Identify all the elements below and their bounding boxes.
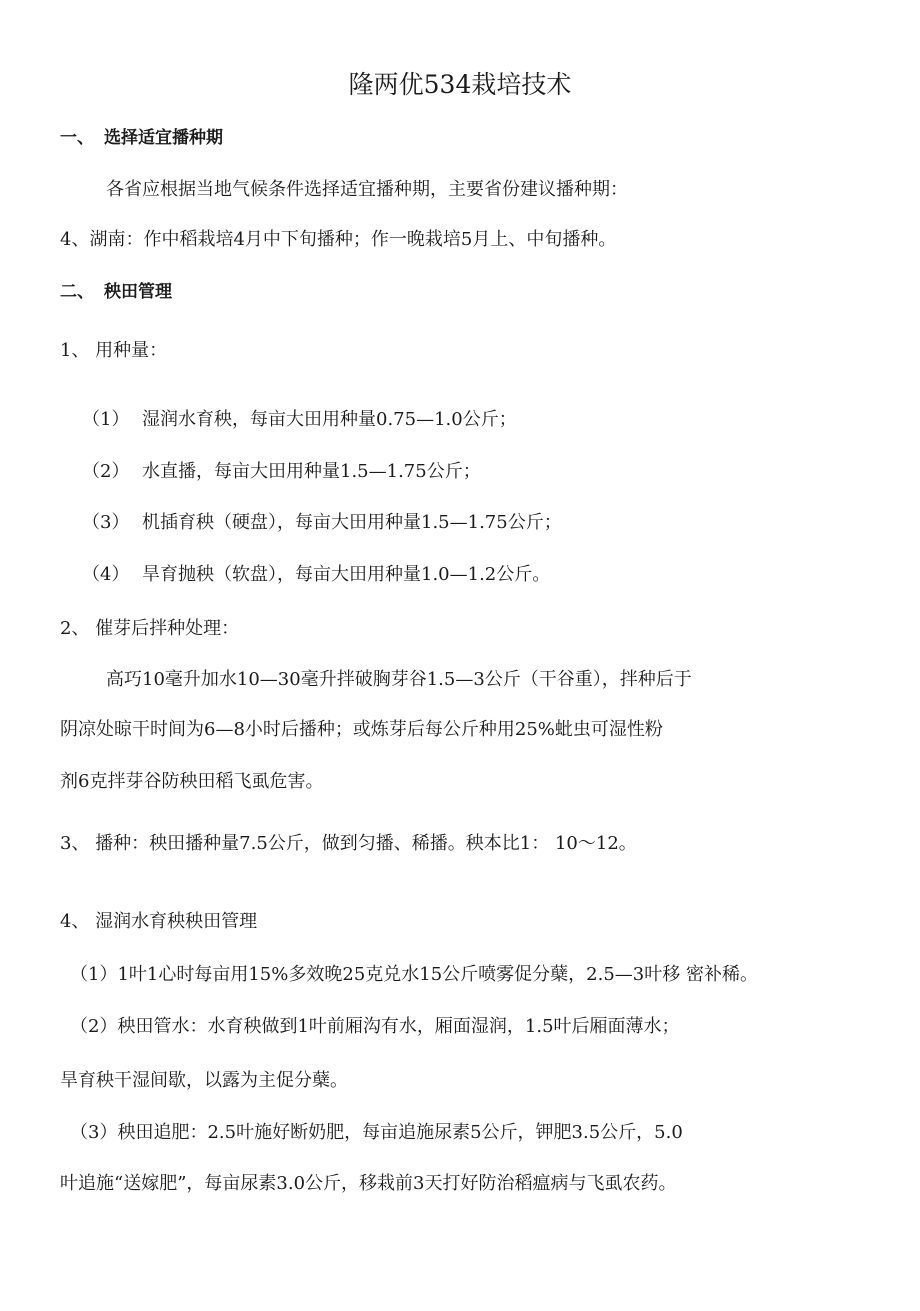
item-2-heading: 2、 催芽后拌种处理： bbox=[60, 618, 240, 639]
seed-rate-text: 机插育秧（硬盘），每亩大田用种量1.5—1.75公斤； bbox=[142, 512, 562, 533]
document-title: 隆两优534栽培技术 bbox=[348, 70, 572, 99]
item-4-heading: 4、 湿润水育秧秧田管理 bbox=[60, 911, 258, 932]
item-4-line: 叶追施“送嫁肥”，每亩尿素3.0公斤，移栽前3天打好防治稻瘟病与飞虱农药。 bbox=[60, 1173, 677, 1194]
item-2-line: 剂6克拌芽谷防秧田稻飞虱危害。 bbox=[60, 771, 324, 792]
item-4-line: （3）秧田追肥：2.5叶施好断奶肥，每亩追施尿素5公斤，钾肥3.5公斤，5.0 bbox=[70, 1122, 683, 1143]
section-1-title: 选择适宜播种期 bbox=[104, 128, 223, 148]
seed-rate-item bbox=[82, 511, 562, 535]
item-2-line: 高巧10毫升加水10—30毫升拌破胸芽谷1.5—3公斤（干谷重），拌种后于 bbox=[106, 669, 692, 690]
seed-rate-number: （3） bbox=[82, 512, 130, 533]
section-1-intro: 各省应根据当地气候条件选择适宜播种期，主要省份建议播种期： bbox=[106, 179, 628, 200]
item-3-sowing: 3、 播种：秧田播种量7.5公斤，做到匀播、稀播。秧本比1： 10〜12。 bbox=[60, 833, 637, 854]
seed-rate-text: 旱育抛秧（软盘），每亩大田用种量1.0—1.2公斤。 bbox=[142, 564, 551, 585]
seed-rate-number: （4） bbox=[82, 564, 130, 585]
section-1-hunan: 4、湖南：作中稻栽培4月中下旬播种；作一晚栽培5月上、中旬播种。 bbox=[60, 229, 617, 250]
section-2-heading bbox=[60, 280, 172, 304]
seed-rate-number: （1） bbox=[82, 409, 130, 430]
section-1-number: 一、 bbox=[60, 128, 94, 148]
item-4-line: （2）秧田管水：水育秧做到1叶前厢沟有水，厢面湿润，1.5叶后厢面薄水； bbox=[70, 1016, 680, 1037]
item-4-line: 旱育秧干湿间歇，以露为主促分蘖。 bbox=[60, 1070, 348, 1091]
item-1-heading: 1、 用种量： bbox=[60, 340, 168, 361]
seed-rate-item bbox=[82, 563, 550, 587]
item-4-line: （1）1叶1心时每亩用15%多效晚25克兑水15公斤喷雾促分蘖，2.5—3叶移 密补稀。 bbox=[70, 964, 758, 985]
seed-rate-number: （2） bbox=[82, 461, 130, 482]
seed-rate-text: 水直播，每亩大田用种量1.5—1.75公斤； bbox=[142, 461, 481, 482]
item-2-line: 阴凉处晾干时间为6—8小时后播种；或炼芽后每公斤种用25%蚍虫可湿性粉 bbox=[60, 719, 663, 740]
seed-rate-text: 湿润水育秧，每亩大田用种量0.75—1.0公斤； bbox=[142, 409, 517, 430]
seed-rate-item bbox=[82, 460, 481, 484]
section-2-number: 二、 bbox=[60, 282, 94, 302]
seed-rate-item bbox=[82, 408, 517, 432]
section-1-heading bbox=[60, 126, 223, 150]
section-2-title: 秧田管理 bbox=[104, 282, 172, 302]
